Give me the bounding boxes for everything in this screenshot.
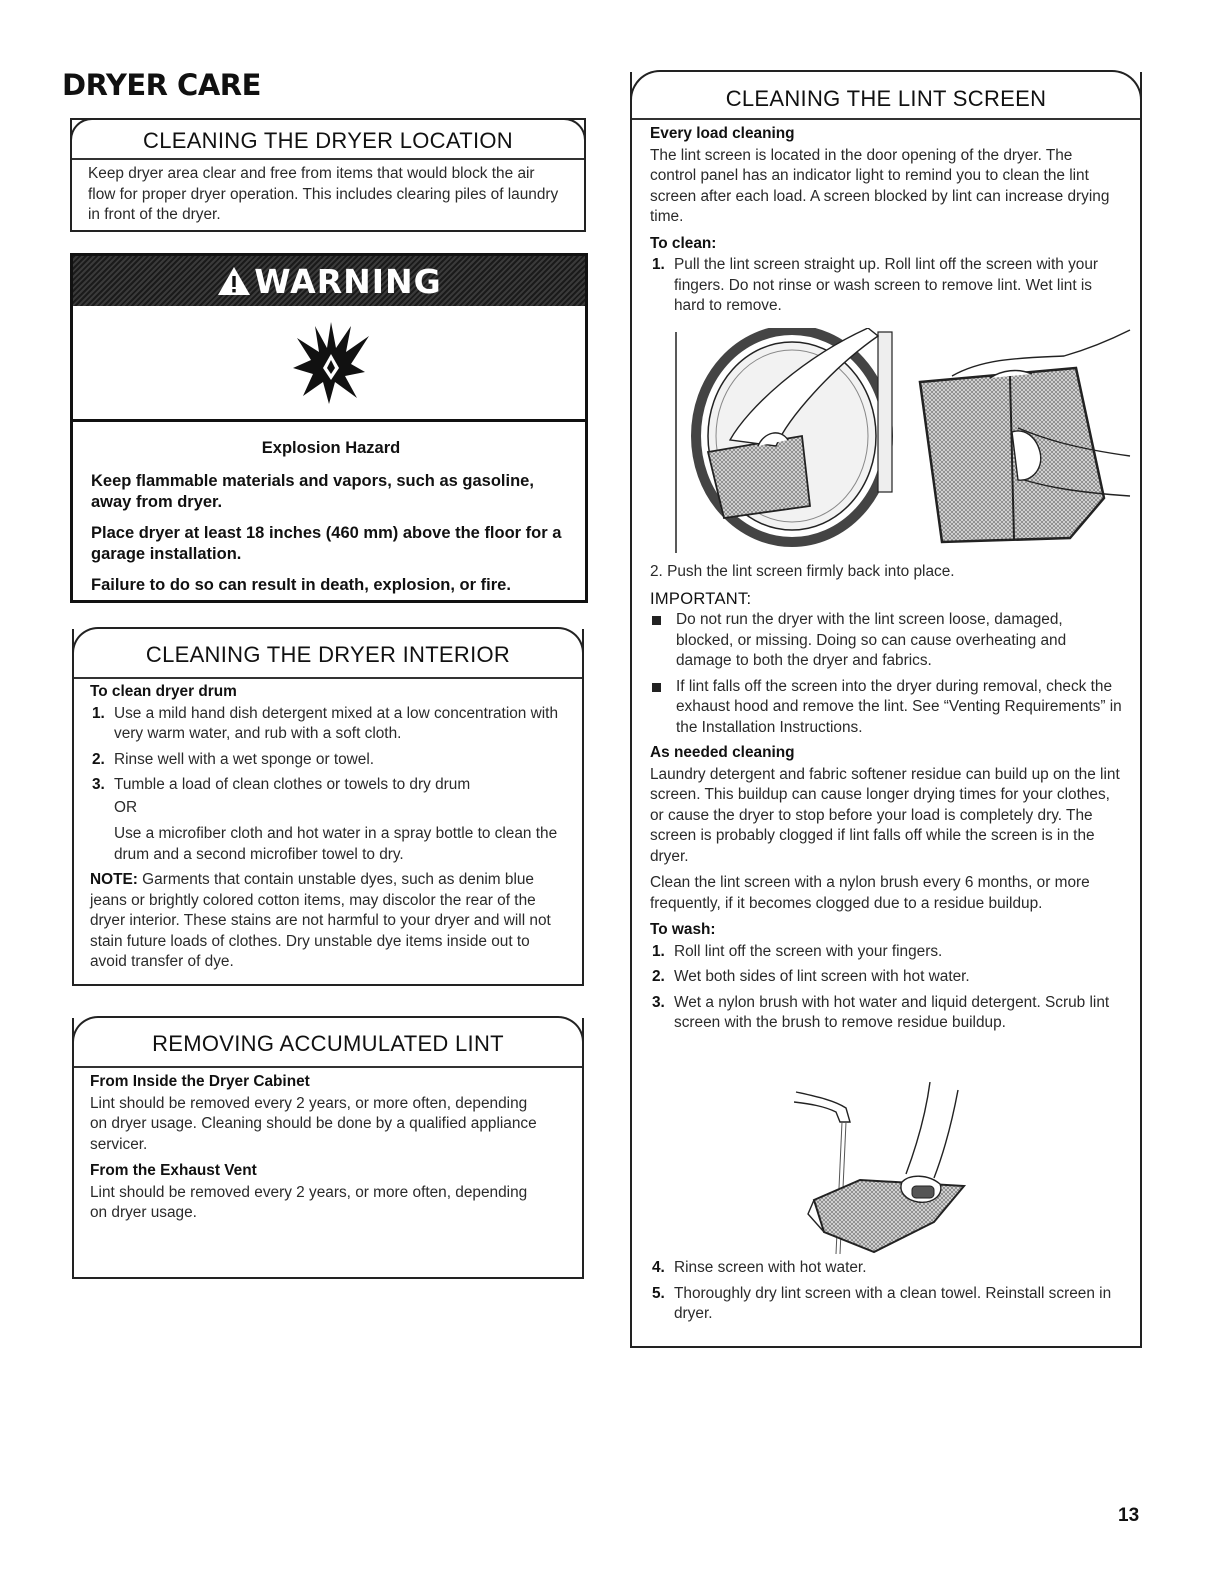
list-item: 1. Roll lint off the screen with your fingers.: [652, 942, 943, 960]
bullet-icon: [652, 683, 661, 692]
list-item: 2. Wet both sides of lint screen with hot water.: [652, 968, 970, 985]
warning-line: Keep flammable materials and vapors, such as gasoline, away from dryer.: [91, 472, 534, 511]
cabinet-text: Lint should be removed every 2 years, or more often, depending on dryer usage. Cleaning should be done by a qualified appliance servicer.: [90, 1094, 537, 1153]
dryer-location-heading: CLEANING THE DRYER LOCATION: [143, 128, 513, 153]
warning-banner: [73, 256, 585, 306]
to-clean-subhead: To clean:: [650, 234, 717, 252]
important-subhead: IMPORTANT:: [650, 589, 752, 608]
warning-triangle-icon: [216, 265, 252, 297]
lint-screen-panel: [630, 72, 1142, 1348]
list-item: 1. Use a mild hand dish detergent mixed at a low concentration with very warm water, and rub with a soft cloth.: [92, 704, 559, 742]
bullet-icon: [652, 616, 661, 625]
list-item: 1. Pull the lint screen straight up. Roll lint off the screen with your fingers. Do not rinse or wash screen to remove lint. Wet lint is hard to remove.: [652, 256, 1099, 314]
accumulated-lint-panel: [72, 1018, 584, 1279]
lint-screen-body-top: [650, 124, 1122, 322]
dryer-location-panel: [70, 118, 586, 232]
warning-box: [70, 253, 588, 603]
dryer-interior-subhead: To clean dryer drum: [90, 683, 237, 700]
list-item: If lint falls off the screen into the dryer during removal, check the exhaust hood and remove the lint. See “Venting Requirements” in the Installation Instructions.: [650, 677, 1122, 739]
explosion-icon: [291, 320, 371, 406]
warning-title: Explosion Hazard: [261, 439, 401, 457]
cabinet-subhead: From Inside the Dryer Cabinet: [90, 1073, 310, 1090]
note-paragraph: [90, 870, 562, 973]
list-item: Do not run the dryer with the lint screen loose, damaged, blocked, or missing. Doing so can cause overheating and damage to both the dryer and fabrics.: [650, 610, 1122, 672]
warning-line: Place dryer at least 18 inches (460 mm) above the floor for a garage installation.: [91, 524, 562, 563]
vent-text: Lint should be removed every 2 years, or more often, depending on dryer usage.: [90, 1183, 528, 1221]
warning-label: WARNING: [254, 261, 442, 301]
vent-subhead: From the Exhaust Vent: [90, 1162, 257, 1179]
lint-screen-body-middle: [650, 562, 1122, 1039]
accumulated-lint-body: [90, 1072, 542, 1230]
list-item: 4. Rinse screen with hot water.: [652, 1259, 867, 1276]
note-text: Garments that contain unstable dyes, such as denim blue jeans or brightly colored cotton items, may discolor the rear of the dryer interior. These stains are not harmful to your dryer and will not stain future loads of clothes. Dry unstable dye items inside out to avoid transfer of dye.: [90, 871, 551, 970]
dryer-interior-body: [90, 682, 562, 973]
note-label: NOTE:: [90, 871, 138, 888]
warning-text: [91, 438, 571, 606]
list-item: 5. Thoroughly dry lint screen with a clean towel. Reinstall screen in dryer.: [652, 1284, 1112, 1322]
lint-screen-body-bottom: [650, 1258, 1122, 1330]
dryer-interior-panel: [72, 629, 584, 986]
as-needed-text-2: Clean the lint screen with a nylon brush every 6 months, or more frequently, if it becomes clogged due to a residue buildup.: [650, 874, 1090, 912]
page-number: 13: [1118, 1505, 1140, 1526]
as-needed-subhead: As needed cleaning: [650, 744, 795, 761]
lint-screen-washing-illustration: [794, 1082, 994, 1264]
every-load-subhead: Every load cleaning: [650, 125, 795, 142]
warning-symbol-area: [73, 306, 585, 422]
accumulated-lint-heading: REMOVING ACCUMULATED LINT: [152, 1031, 504, 1056]
or-text: OR: [114, 798, 138, 816]
dryer-interior-heading: CLEANING THE DRYER INTERIOR: [145, 642, 511, 667]
alt-method-text: Use a microfiber cloth and hot water in a spray bottle to clean the drum and a second microfiber towel to dry.: [114, 825, 558, 863]
list-item: 2. Rinse well with a wet sponge or towel.: [92, 750, 375, 768]
step-2-text: 2. Push the lint screen firmly back into place.: [650, 563, 955, 580]
as-needed-text: Laundry detergent and fabric softener residue can build up on the lint screen. This buildup can cause longer drying times for your clothes, or cause the dryer to stop before your load is completely dry. The screen is probably clogged if lint falls off while the screen is in the dryer.: [650, 765, 1120, 865]
warning-line: Failure to do so can result in death, explosion, or fire.: [91, 576, 511, 594]
every-load-text: The lint screen is located in the door opening of the dryer. The control panel has an indicator light to remind you to clean the lint screen after each load. A screen blocked by lint can increase drying time.: [650, 146, 1110, 225]
list-item: 3. Wet a nylon brush with hot water and liquid detergent. Scrub lint screen with the brush to remove residue buildup.: [652, 993, 1110, 1031]
lint-screen-heading: CLEANING THE LINT SCREEN: [725, 86, 1047, 111]
lint-screen-removal-illustration: [652, 328, 1132, 560]
page-title: DRYER CARE: [62, 68, 261, 102]
list-item: 3. Tumble a load of clean clothes or towels to dry drum: [92, 776, 471, 793]
dryer-location-text: Keep dryer area clear and free from items that would block the air flow for proper dryer operation. This includes clearing piles of laundry in front of the dryer.: [88, 165, 559, 223]
to-wash-subhead: To wash:: [650, 921, 716, 938]
